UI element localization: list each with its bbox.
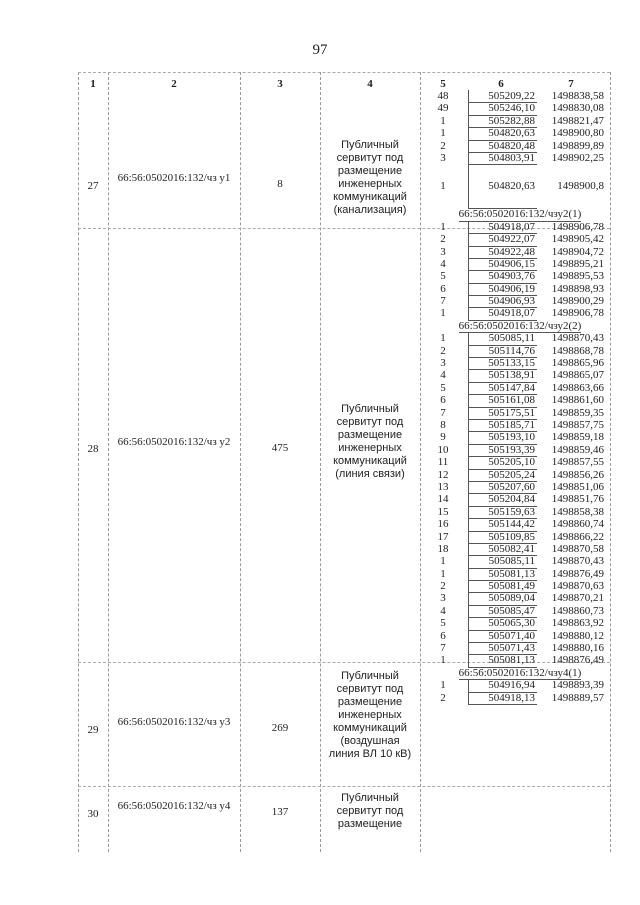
- x-coordinate: 505209,22: [468, 90, 537, 103]
- x-coordinate: 505204,84: [468, 493, 537, 506]
- point-number: 17: [437, 530, 449, 543]
- x-coordinate: 505205,24: [468, 469, 537, 482]
- x-coordinate: 504820,63: [468, 164, 537, 209]
- y-coordinate: 1498898,93: [551, 282, 604, 295]
- x-coordinate: 505246,10: [468, 102, 537, 115]
- x-coordinate: 504906,93: [468, 295, 537, 308]
- x-coordinate: 505065,30: [468, 617, 537, 630]
- y-coordinate: 1498880,12: [551, 629, 604, 642]
- point-number: 15: [437, 505, 449, 518]
- point-number: 4: [440, 257, 446, 270]
- y-coordinate: 1498906,78: [551, 220, 604, 233]
- x-coordinate: 505147,84: [468, 382, 537, 395]
- y-coordinate: 1498870,58: [551, 542, 604, 555]
- y-coordinate: 1498863,92: [551, 617, 604, 630]
- point-number: 9: [440, 431, 446, 444]
- y-coordinate: 1498876,49: [551, 654, 604, 667]
- point-number: 11: [437, 456, 449, 469]
- point-number: 1: [440, 127, 446, 140]
- coordinate-row: [430, 654, 610, 666]
- point-number: 5: [440, 270, 446, 283]
- x-coordinate: 505089,04: [468, 592, 537, 605]
- coordinate-row: [430, 369, 610, 381]
- point-number: 3: [440, 357, 446, 370]
- coordinate-row: [430, 246, 610, 258]
- coordinate-row: [430, 394, 610, 406]
- easement-description: Публичный сервитут под размещение инженерных коммуникаций (воздушная линия ВЛ 10 кВ): [328, 670, 412, 760]
- y-coordinate: 1498859,35: [551, 406, 604, 419]
- x-coordinate: 505161,08: [468, 394, 537, 407]
- easement-description: Публичный сервитут под размещение: [336, 792, 404, 830]
- coordinate-row: [430, 555, 610, 567]
- easement-description: Публичный сервитут под размещение инженерных коммуникаций (линия связи): [333, 403, 407, 480]
- x-coordinate: 505193,10: [468, 431, 537, 444]
- point-number: 7: [440, 642, 446, 655]
- y-coordinate: 1498856,26: [551, 468, 604, 481]
- area-value: 137: [271, 806, 289, 818]
- coordinates-group-title: [430, 208, 610, 220]
- x-coordinate: 505175,51: [468, 407, 537, 420]
- area-value: 269: [271, 722, 289, 734]
- header-col-2: 2: [171, 78, 177, 90]
- x-coordinate: 505081,13: [468, 568, 537, 581]
- x-coordinate: 505085,11: [468, 555, 537, 568]
- point-number: 2: [440, 344, 446, 357]
- y-coordinate: 1498902,25: [551, 151, 604, 164]
- coordinate-row: [430, 221, 610, 233]
- point-number: 6: [440, 394, 446, 407]
- y-coordinate: 1498861,60: [551, 394, 604, 407]
- y-coordinate: 1498857,55: [551, 456, 604, 469]
- y-coordinate: 1498860,74: [551, 518, 604, 531]
- coordinate-row: [430, 419, 610, 431]
- y-coordinate: 1498906,78: [551, 307, 604, 320]
- y-coordinate: 1498876,49: [551, 567, 604, 580]
- coordinate-row: [430, 140, 610, 152]
- coordinate-row: [430, 332, 610, 344]
- y-coordinate: 1498870,43: [551, 332, 604, 345]
- point-number: 1: [440, 114, 446, 127]
- y-coordinate: 1498893,39: [551, 679, 604, 692]
- coordinates-group-label: 66:56:0502016:132/чзу2(1): [458, 208, 582, 221]
- coordinate-row: [430, 679, 610, 691]
- x-coordinate: 504922,48: [468, 246, 537, 259]
- y-coordinate: 1498895,21: [551, 257, 604, 270]
- point-number: 5: [440, 617, 446, 630]
- y-coordinate: 1498870,21: [551, 592, 604, 605]
- coordinates-group-title: [430, 667, 610, 679]
- coordinate-row: [430, 481, 610, 493]
- coordinates-group-label: 66:56:0502016:132/чзу4(1): [458, 666, 582, 679]
- row-number: 29: [87, 724, 99, 736]
- point-number: 3: [440, 245, 446, 258]
- coordinate-row: [430, 152, 610, 164]
- coordinate-row: [430, 345, 610, 357]
- coordinate-row: [430, 617, 610, 629]
- header-col-6: 6: [498, 78, 504, 90]
- y-coordinate: 1498870,63: [551, 580, 604, 593]
- point-number: 6: [440, 629, 446, 642]
- y-coordinate: 1498821,47: [551, 114, 604, 127]
- coordinate-row: [430, 258, 610, 270]
- easement-description: Публичный сервитут под размещение инженерных коммуникаций (канализация): [333, 139, 407, 216]
- x-coordinate: 505082,41: [468, 543, 537, 556]
- x-coordinate: 505138,91: [468, 369, 537, 382]
- point-number: 1: [440, 180, 446, 193]
- point-number: 18: [437, 542, 449, 555]
- point-number: 1: [440, 555, 446, 568]
- x-coordinate: 505207,60: [468, 481, 537, 494]
- header-col-5: 5: [440, 78, 446, 90]
- x-coordinate: 505133,15: [468, 357, 537, 370]
- row-number: 27: [87, 180, 99, 192]
- x-coordinate: 505185,71: [468, 419, 537, 432]
- point-number: 48: [437, 90, 449, 102]
- coordinate-row: [430, 456, 610, 468]
- cadastral-number: 66:56:0502016:132/чз у4: [117, 800, 231, 812]
- coordinate-row: [430, 531, 610, 543]
- point-number: 2: [440, 580, 446, 593]
- coordinate-row: [430, 444, 610, 456]
- x-coordinate: 504820,63: [468, 127, 537, 140]
- coordinate-row: [430, 283, 610, 295]
- point-number: 4: [440, 369, 446, 382]
- x-coordinate: 505081,49: [468, 580, 537, 593]
- y-coordinate: 1498900,29: [551, 295, 604, 308]
- coordinate-row: [430, 382, 610, 394]
- row-number: 30: [87, 808, 99, 820]
- x-coordinate: 504918,13: [468, 692, 537, 705]
- y-coordinate: 1498860,73: [551, 604, 604, 617]
- coordinate-row: [430, 127, 610, 139]
- y-coordinate: 1498870,43: [551, 555, 604, 568]
- point-number: 4: [440, 604, 446, 617]
- header-col-4: 4: [367, 78, 373, 90]
- point-number: 2: [440, 139, 446, 152]
- y-coordinate: 1498868,78: [551, 344, 604, 357]
- x-coordinate: 505159,63: [468, 506, 537, 519]
- coordinate-row: [430, 233, 610, 245]
- header-col-7: 7: [568, 78, 574, 90]
- point-number: 7: [440, 406, 446, 419]
- point-number: 13: [437, 480, 449, 493]
- y-coordinate: 1498904,72: [551, 245, 604, 258]
- x-coordinate: 505144,42: [468, 518, 537, 531]
- y-coordinate: 1498905,42: [551, 233, 604, 246]
- coordinate-row: [430, 307, 610, 319]
- y-coordinate: 1498857,75: [551, 418, 604, 431]
- x-coordinate: 505282,88: [468, 115, 537, 128]
- coordinate-row: [430, 270, 610, 282]
- y-coordinate: 1498863,66: [551, 381, 604, 394]
- header-col-3: 3: [277, 78, 283, 90]
- area-value: 8: [277, 178, 283, 190]
- x-coordinate: 505081,13: [468, 654, 537, 667]
- y-coordinate: 1498851,06: [551, 480, 604, 493]
- y-coordinate: 1498900,80: [551, 127, 604, 140]
- point-number: 3: [440, 151, 446, 164]
- point-number: 10: [437, 443, 449, 456]
- point-number: 2: [440, 233, 446, 246]
- y-coordinate: 1498859,18: [551, 431, 604, 444]
- point-number: 1: [440, 679, 446, 692]
- x-coordinate: 504906,15: [468, 258, 537, 271]
- coordinates-group-label: 66:56:0502016:132/чзу2(2): [458, 319, 582, 332]
- cadastral-number: 66:56:0502016:132/чз у1: [117, 172, 231, 184]
- cadastral-number: 66:56:0502016:132/чз у2: [117, 436, 231, 448]
- coordinate-row: [430, 493, 610, 505]
- area-value: 475: [271, 442, 289, 454]
- x-coordinate: 504922,07: [468, 233, 537, 246]
- point-number: 7: [440, 295, 446, 308]
- point-number: 14: [437, 493, 449, 506]
- coordinate-row: [430, 592, 610, 604]
- x-coordinate: 504916,94: [468, 679, 537, 692]
- point-number: 5: [440, 381, 446, 394]
- cadastral-number: 66:56:0502016:132/чз у3: [117, 716, 231, 728]
- x-coordinate: 504903,76: [468, 270, 537, 283]
- y-coordinate: 1498900,8: [557, 180, 604, 193]
- y-coordinate: 1498830,08: [551, 102, 604, 115]
- coordinate-row: [430, 357, 610, 369]
- y-coordinate: 1498859,46: [551, 443, 604, 456]
- coordinate-row: [430, 431, 610, 443]
- coordinates-group-title: [430, 320, 610, 332]
- coordinate-row: [430, 164, 610, 208]
- coordinate-row: [430, 630, 610, 642]
- y-coordinate: 1498889,57: [551, 691, 604, 704]
- coordinate-row: [430, 115, 610, 127]
- coordinate-row: [430, 543, 610, 555]
- x-coordinate: 505071,40: [468, 630, 537, 643]
- coordinate-row: [430, 102, 610, 114]
- x-coordinate: 505085,47: [468, 605, 537, 618]
- point-number: 3: [440, 592, 446, 605]
- y-coordinate: 1498865,07: [551, 369, 604, 382]
- coordinate-row: [430, 295, 610, 307]
- coordinate-row: [430, 568, 610, 580]
- x-coordinate: 505085,11: [468, 332, 537, 345]
- x-coordinate: 505205,10: [468, 456, 537, 469]
- point-number: 1: [440, 654, 446, 667]
- coordinate-row: [430, 642, 610, 654]
- x-coordinate: 505114,76: [468, 345, 537, 358]
- x-coordinate: 505109,85: [468, 531, 537, 544]
- x-coordinate: 505071,43: [468, 642, 537, 655]
- x-coordinate: 505193,39: [468, 444, 537, 457]
- coordinate-row: [430, 692, 610, 704]
- y-coordinate: 1498895,53: [551, 270, 604, 283]
- x-coordinate: 504918,07: [468, 307, 537, 320]
- coordinate-row: [430, 518, 610, 530]
- page-number: 97: [312, 42, 328, 58]
- coordinate-row: [430, 469, 610, 481]
- row-number: 28: [87, 443, 99, 455]
- y-coordinate: 1498880,16: [551, 642, 604, 655]
- point-number: 1: [440, 567, 446, 580]
- x-coordinate: 504906,19: [468, 283, 537, 296]
- coordinate-row: [430, 407, 610, 419]
- point-number: 1: [440, 220, 446, 233]
- y-coordinate: 1498866,22: [551, 530, 604, 543]
- header-col-1: 1: [90, 78, 96, 90]
- point-number: 8: [440, 418, 446, 431]
- x-coordinate: 504918,07: [468, 221, 537, 234]
- coordinate-row: [430, 580, 610, 592]
- x-coordinate: 504803,91: [468, 152, 537, 165]
- y-coordinate: 1498899,89: [551, 139, 604, 152]
- point-number: 16: [437, 518, 449, 531]
- point-number: 2: [440, 691, 446, 704]
- point-number: 1: [440, 307, 446, 320]
- point-number: 1: [440, 332, 446, 345]
- y-coordinate: 1498838,58: [551, 90, 604, 102]
- point-number: 49: [437, 102, 449, 115]
- coordinate-row: [430, 90, 610, 102]
- coordinate-row: [430, 605, 610, 617]
- y-coordinate: 1498858,38: [551, 505, 604, 518]
- coordinates-list: [430, 90, 610, 704]
- y-coordinate: 1498865,96: [551, 357, 604, 370]
- x-coordinate: 504820,48: [468, 140, 537, 153]
- point-number: 6: [440, 282, 446, 295]
- point-number: 12: [437, 468, 449, 481]
- coordinate-row: [430, 506, 610, 518]
- y-coordinate: 1498851,76: [551, 493, 604, 506]
